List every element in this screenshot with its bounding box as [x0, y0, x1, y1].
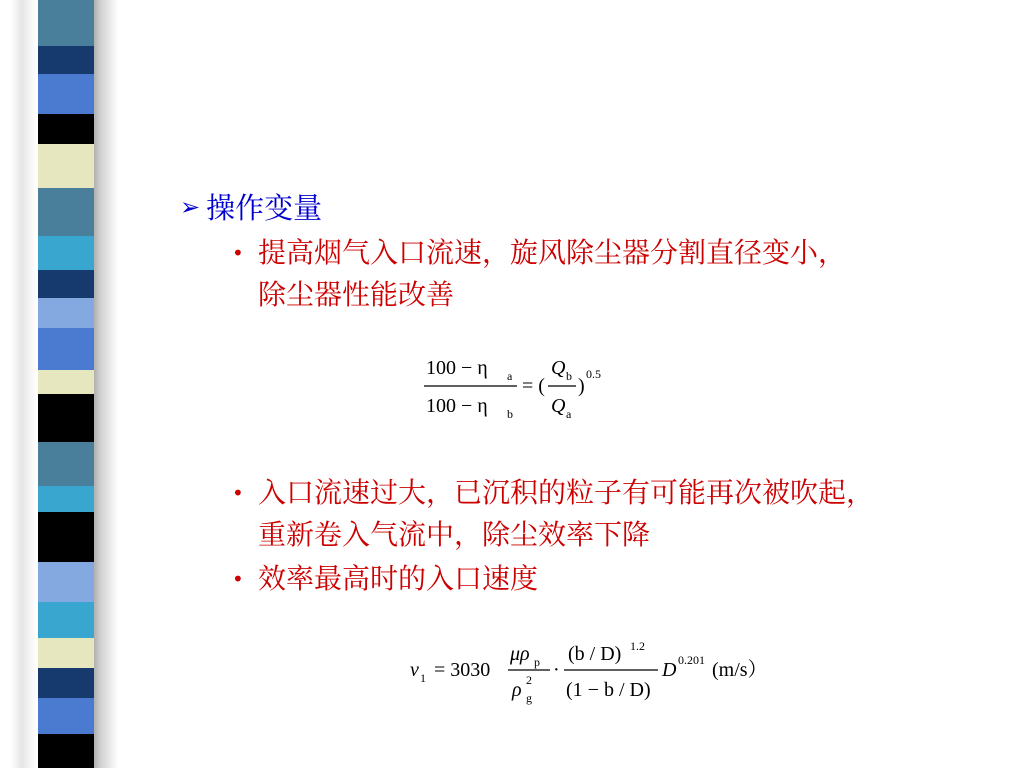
arrow-bullet-icon: ➢	[180, 192, 201, 221]
color-block	[38, 698, 94, 734]
bullet-line: 入口流速过大，已沉积的粒子有可能再次被吹起，	[258, 476, 875, 509]
color-block	[38, 734, 94, 768]
bullet-line: 除尘器性能改善	[258, 278, 455, 311]
formula-2-unit: (m/s）	[712, 659, 768, 681]
formula-1-close: )	[578, 375, 585, 397]
color-block	[38, 74, 94, 114]
formula-1-den-left: 100 − η	[426, 395, 488, 417]
bullet-line: 效率最高时的入口速度	[258, 562, 539, 595]
color-block	[38, 144, 94, 188]
color-block	[38, 328, 94, 370]
formula-1-den-left-sub: b	[507, 407, 513, 421]
color-block	[38, 668, 94, 698]
color-block	[38, 46, 94, 74]
formula-2-frac2-num-sup: 1.2	[630, 639, 645, 653]
color-block	[38, 442, 94, 486]
bullet-line: 提高烟气入口流速，旋风除尘器分割直径变小，	[258, 236, 847, 269]
formula-1-svg	[424, 352, 624, 424]
color-block	[38, 638, 94, 668]
color-block	[38, 270, 94, 298]
color-block	[38, 394, 94, 442]
color-block-column	[38, 0, 94, 768]
efficiency-ratio-formula	[424, 352, 624, 430]
color-block	[38, 512, 94, 562]
stripe-shadow	[90, 0, 118, 768]
color-block	[38, 114, 94, 144]
bullet-item-velocity-too-high	[232, 472, 874, 556]
bullet-dot-icon: •	[232, 567, 244, 591]
formula-2-frac2-num: (b / D)	[568, 643, 622, 665]
formula-2-d-sup: 0.201	[678, 653, 705, 667]
bullet-item-optimal-velocity	[232, 558, 538, 600]
bullet-item-velocity-increase	[232, 232, 846, 316]
formula-1-exp: 0.5	[586, 367, 601, 381]
section-heading	[180, 186, 322, 227]
color-block	[38, 602, 94, 638]
formula-2-frac1-den-sub: g	[526, 691, 532, 705]
formula-2-dot: ·	[553, 659, 560, 681]
color-block	[38, 236, 94, 270]
formula-1-num-right-sub: b	[566, 369, 572, 383]
color-block	[38, 562, 94, 602]
bullet-dot-icon: •	[232, 241, 244, 265]
formula-2-d: D	[662, 659, 677, 681]
formula-2-frac1-num: μρ	[510, 643, 530, 665]
formula-1-eq: = (	[522, 375, 545, 397]
color-block	[38, 298, 94, 328]
heading-text: 操作变量	[206, 191, 323, 225]
formula-2-eq-coef: = 3030	[434, 659, 491, 681]
optimal-velocity-formula	[408, 638, 788, 716]
formula-2-frac1-den-sup: 2	[526, 673, 532, 687]
formula-2-frac1-den: ρ	[512, 679, 522, 701]
formula-2-lhs: v	[410, 659, 419, 681]
formula-1-den-right: Q	[551, 395, 566, 417]
formula-1-num-left-sub: a	[507, 369, 513, 383]
formula-2-frac1-num-sub: p	[534, 655, 540, 669]
bullet-dot-icon: •	[232, 481, 244, 505]
color-block	[38, 0, 94, 20]
formula-1-num-left: 100 − η	[426, 357, 488, 379]
formula-2-lhs-sub: 1	[420, 671, 426, 685]
formula-2-frac2-den: (1 − b / D)	[566, 679, 651, 701]
color-block	[38, 370, 94, 394]
formula-2-svg	[408, 638, 788, 710]
formula-1-num-right: Q	[551, 357, 566, 379]
color-block	[38, 20, 94, 46]
color-block	[38, 188, 94, 236]
color-block	[38, 486, 94, 512]
formula-1-den-right-sub: a	[566, 407, 572, 421]
bullet-line: 重新卷入气流中，除尘效率下降	[258, 518, 651, 551]
